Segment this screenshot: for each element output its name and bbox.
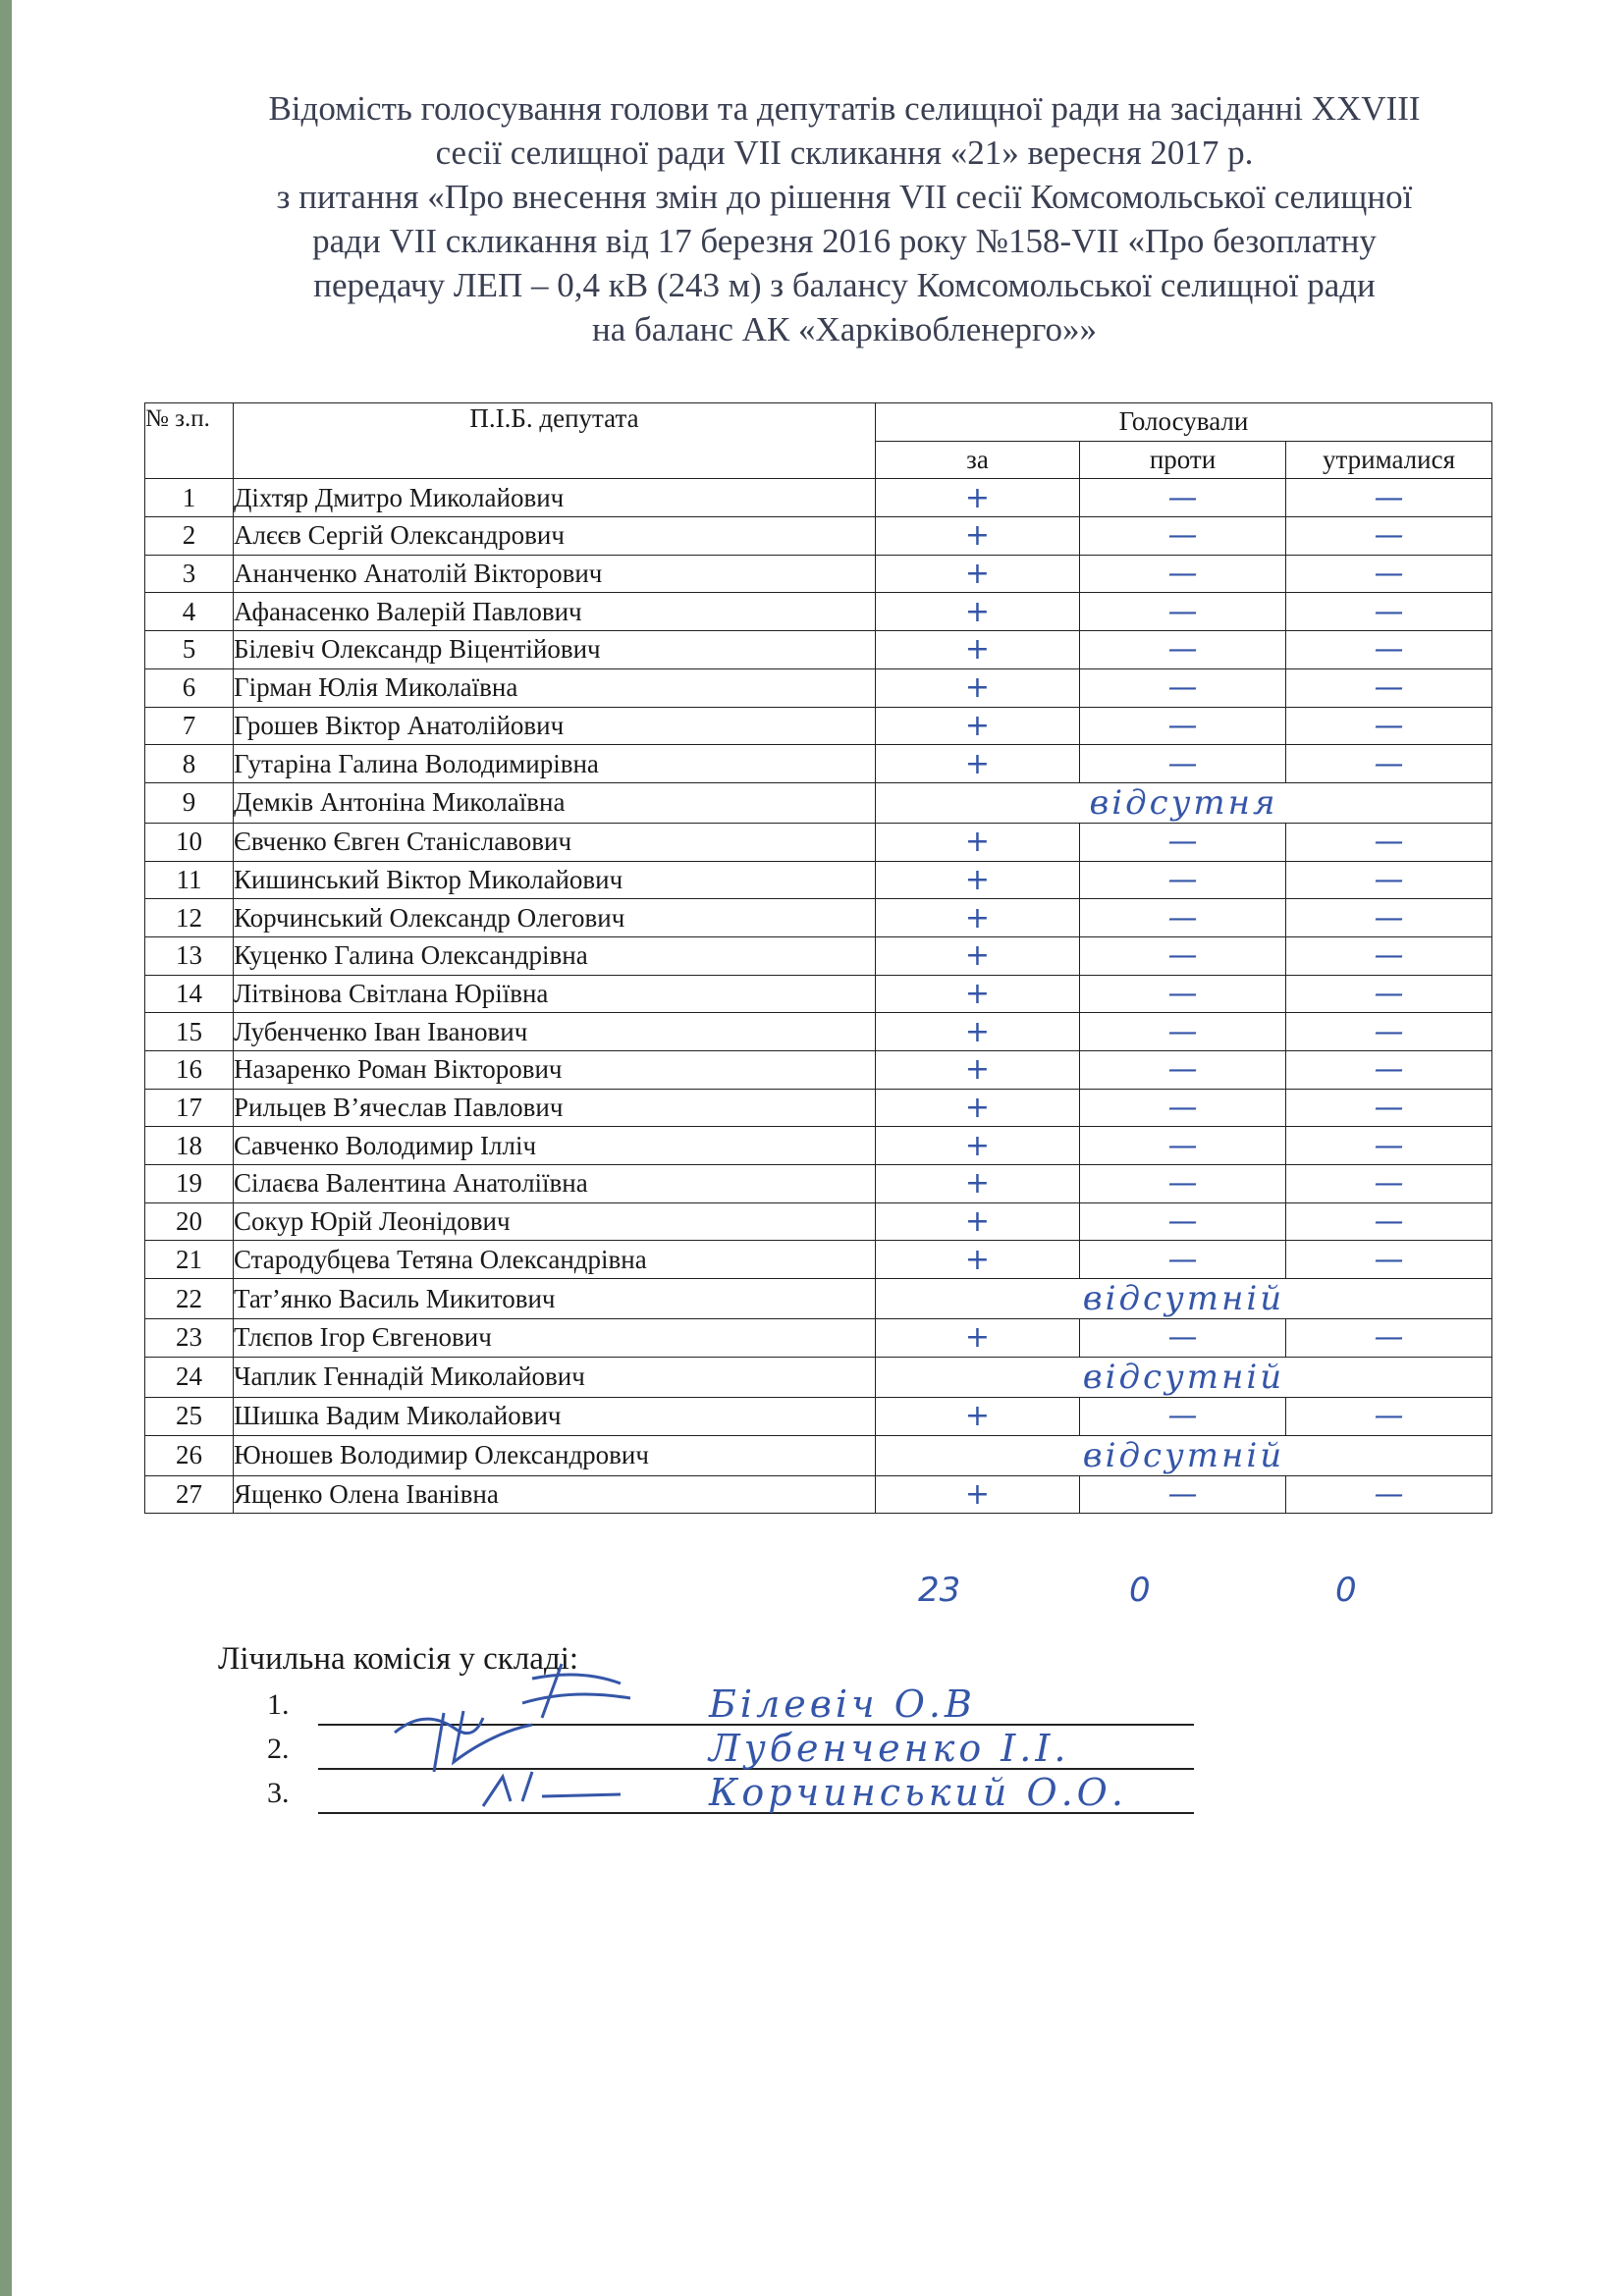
deputy-name: Тат’янко Василь Микитович [234,1279,876,1319]
vote-abstained: — [1286,668,1492,707]
row-number: 11 [145,861,234,899]
title-line: ради VII скликання від 17 березня 2016 року №158-VII «Про безоплатну [312,222,1377,260]
absent-mark: відсутній [876,1357,1492,1397]
vote-against: — [1080,1241,1286,1279]
table-row [145,745,1492,783]
deputy-name: Сокур Юрій Леонідович [234,1202,876,1241]
vote-abstained: — [1286,517,1492,556]
member-index: 2. [267,1733,290,1765]
row-number: 20 [145,1202,234,1241]
table-row [145,1165,1492,1203]
vote-against: — [1080,593,1286,631]
vote-abstained: — [1286,745,1492,783]
voting-table [144,402,1492,1514]
vote-abstained: — [1286,555,1492,593]
table-row [145,555,1492,593]
vote-for: + [876,899,1080,937]
vote-against: — [1080,975,1286,1013]
deputy-name: Шишка Вадим Миколайович [234,1397,876,1435]
vote-for: + [876,1319,1080,1358]
deputy-name: Стародубцева Тетяна Олександрівна [234,1241,876,1279]
header-voted: Голосували [876,403,1492,442]
table-row [145,593,1492,631]
document-title [147,86,1542,351]
total-against: 0 [1129,1571,1151,1610]
table-row [145,975,1492,1013]
vote-abstained: — [1286,823,1492,861]
table-row [145,1202,1492,1241]
vote-abstained: — [1286,899,1492,937]
table-row [145,707,1492,745]
row-number: 2 [145,517,234,556]
deputy-name: Гірман Юлія Миколаївна [234,668,876,707]
vote-abstained: — [1286,1089,1492,1127]
row-number: 16 [145,1051,234,1090]
deputy-name: Афанасенко Валерій Павлович [234,593,876,631]
table-body [145,479,1492,1514]
deputy-name: Євченко Євген Станіславович [234,823,876,861]
vote-abstained: — [1286,631,1492,669]
deputy-name: Чаплик Геннадій Миколайович [234,1357,876,1397]
vote-against: — [1080,1319,1286,1358]
vote-against: — [1080,668,1286,707]
vote-for: + [876,707,1080,745]
deputy-name: Назаренко Роман Вікторович [234,1051,876,1090]
total-for: 23 [918,1571,961,1610]
table-row [145,1127,1492,1165]
header-for: за [876,441,1080,479]
signature-icon [385,1747,640,1816]
vote-for: + [876,975,1080,1013]
deputy-name: Алєєв Сергій Олександрович [234,517,876,556]
deputy-name: Ананченко Анатолій Вікторович [234,555,876,593]
vote-abstained: — [1286,1013,1492,1051]
vote-against: — [1080,517,1286,556]
vote-against: — [1080,1397,1286,1435]
vote-against: — [1080,1051,1286,1090]
header-abstained: утрималися [1286,441,1492,479]
commission-member [267,1771,1200,1816]
row-number: 21 [145,1241,234,1279]
vote-against: — [1080,707,1286,745]
vote-abstained: — [1286,1319,1492,1358]
vote-against: — [1080,631,1286,669]
vote-abstained: — [1286,1165,1492,1203]
table-row [145,1397,1492,1435]
vote-for: + [876,861,1080,899]
title-line: сесії селищної ради VII скликання «21» вересня 2017 р. [435,133,1254,172]
row-number: 3 [145,555,234,593]
vote-against: — [1080,1165,1286,1203]
title-line: з питання «Про внесення змін до рішення VII сесії Комсомольської селищної [276,178,1413,216]
deputy-name: Білевіч Олександр Віцентійович [234,631,876,669]
deputy-name: Тлєпов Ігор Євгенович [234,1319,876,1358]
deputy-name: Демків Антоніна Миколаївна [234,782,876,823]
vote-against: — [1080,745,1286,783]
row-number: 23 [145,1319,234,1358]
row-number: 1 [145,479,234,517]
vote-abstained: — [1286,707,1492,745]
table-row [145,1475,1492,1514]
vote-for: + [876,1397,1080,1435]
vote-for: + [876,668,1080,707]
table-row [145,782,1492,823]
row-number: 14 [145,975,234,1013]
title-line: передачу ЛЕП – 0,4 кВ (243 м) з балансу Комсомольської селищної ради [313,266,1376,304]
vote-abstained: — [1286,1241,1492,1279]
row-number: 15 [145,1013,234,1051]
vote-against: — [1080,555,1286,593]
member-index: 3. [267,1777,290,1809]
vote-abstained: — [1286,975,1492,1013]
deputy-name: Корчинський Олександр Олегович [234,899,876,937]
vote-abstained: — [1286,936,1492,975]
row-number: 19 [145,1165,234,1203]
vote-for: + [876,1241,1080,1279]
vote-for: + [876,631,1080,669]
row-number: 7 [145,707,234,745]
row-number: 24 [145,1357,234,1397]
row-number: 26 [145,1435,234,1475]
deputy-name: Куценко Галина Олександрівна [234,936,876,975]
table-row [145,1357,1492,1397]
table-row [145,1435,1492,1475]
table-row [145,668,1492,707]
deputy-name: Діхтяр Дмитро Миколайович [234,479,876,517]
row-number: 5 [145,631,234,669]
table-row [145,861,1492,899]
vote-abstained: — [1286,861,1492,899]
scan-edge [0,0,12,2296]
vote-for: + [876,517,1080,556]
row-number: 18 [145,1127,234,1165]
vote-against: — [1080,1089,1286,1127]
table-row [145,1013,1492,1051]
row-number: 6 [145,668,234,707]
deputy-name: Рильцев В’ячеслав Павлович [234,1089,876,1127]
table-row [145,517,1492,556]
vote-against: — [1080,1202,1286,1241]
vote-for: + [876,936,1080,975]
deputy-name: Ященко Олена Іванівна [234,1475,876,1514]
header-number: № з.п. [145,403,234,479]
deputy-name: Савченко Володимир Ілліч [234,1127,876,1165]
table-row [145,631,1492,669]
table-row [145,1089,1492,1127]
vote-against: — [1080,1013,1286,1051]
vote-for: + [876,1165,1080,1203]
table-row [145,1279,1492,1319]
vote-abstained: — [1286,593,1492,631]
vote-abstained: — [1286,1127,1492,1165]
vote-for: + [876,1202,1080,1241]
vote-against: — [1080,1475,1286,1514]
vote-against: — [1080,479,1286,517]
total-abstained: 0 [1335,1571,1357,1610]
member-name: Білевіч О.В [709,1682,976,1726]
row-number: 27 [145,1475,234,1514]
vote-against: — [1080,1127,1286,1165]
deputy-name: Юношев Володимир Олександрович [234,1435,876,1475]
vote-against: — [1080,936,1286,975]
row-number: 13 [145,936,234,975]
row-number: 10 [145,823,234,861]
vote-for: + [876,745,1080,783]
vote-for: + [876,479,1080,517]
deputy-name: Кишинський Віктор Миколайович [234,861,876,899]
vote-for: + [876,1051,1080,1090]
vote-for: + [876,1089,1080,1127]
vote-for: + [876,1013,1080,1051]
absent-mark: відсутній [876,1435,1492,1475]
deputy-name: Грошев Віктор Анатолійович [234,707,876,745]
absent-mark: відсутній [876,1279,1492,1319]
vote-for: + [876,555,1080,593]
vote-abstained: — [1286,1051,1492,1090]
vote-against: — [1080,899,1286,937]
header-name: П.І.Б. депутата [234,403,876,479]
row-number: 8 [145,745,234,783]
table-row [145,479,1492,517]
table-row [145,1319,1492,1358]
title-line: на баланс АК «Харківобленерго»» [591,310,1098,348]
title-line: Відомість голосування голови та депутатів селищної ради на засіданні XXVIII [268,89,1421,128]
row-number: 9 [145,782,234,823]
table-row [145,936,1492,975]
header-against: проти [1080,441,1286,479]
vote-against: — [1080,861,1286,899]
deputy-name: Сілаєва Валентина Анатоліївна [234,1165,876,1203]
row-number: 17 [145,1089,234,1127]
deputy-name: Літвінова Світлана Юріївна [234,975,876,1013]
absent-mark: відсутня [876,782,1492,823]
row-number: 22 [145,1279,234,1319]
vote-abstained: — [1286,479,1492,517]
vote-abstained: — [1286,1475,1492,1514]
table-row [145,899,1492,937]
row-number: 12 [145,899,234,937]
vote-for: + [876,1475,1080,1514]
member-name: Корчинський О.О. [709,1771,1127,1814]
vote-for: + [876,1127,1080,1165]
deputy-name: Лубенченко Іван Іванович [234,1013,876,1051]
vote-for: + [876,823,1080,861]
member-index: 1. [267,1688,290,1721]
table-row [145,1051,1492,1090]
table-row [145,1241,1492,1279]
table-row [145,823,1492,861]
row-number: 25 [145,1397,234,1435]
row-number: 4 [145,593,234,631]
commission-label: Лічильна комісія у складі: [218,1641,579,1677]
member-name: Лубенченко І.І. [709,1727,1070,1770]
vote-against: — [1080,823,1286,861]
vote-abstained: — [1286,1202,1492,1241]
deputy-name: Гутаріна Галина Володимирівна [234,745,876,783]
vote-abstained: — [1286,1397,1492,1435]
vote-for: + [876,593,1080,631]
